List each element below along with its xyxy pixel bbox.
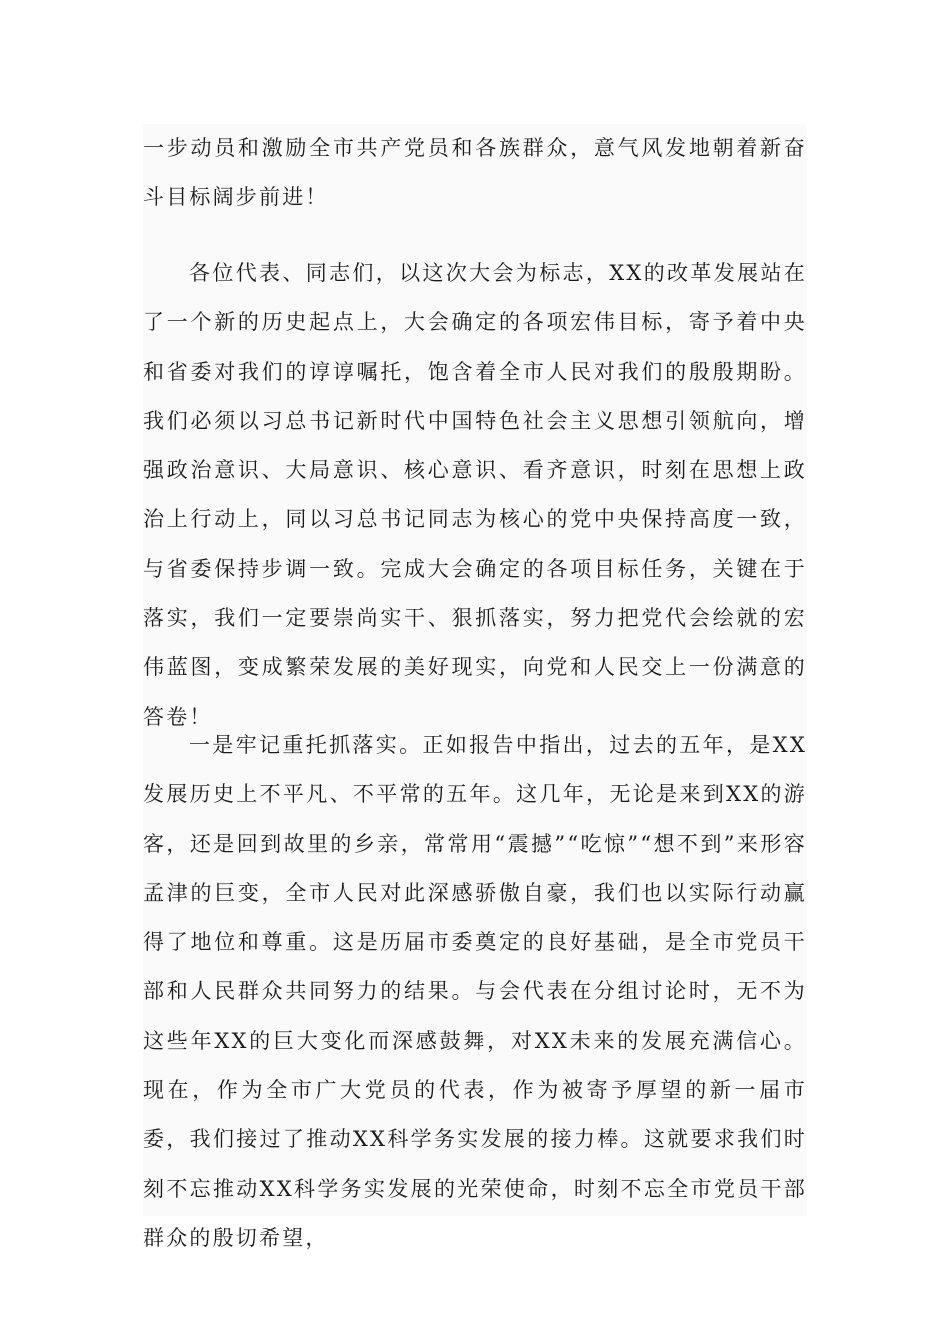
paragraph-point-one: 一是牢记重托抓落实。正如报告中指出，过去的五年，是XX发展历史上不平凡、不平常的五年。这几年，无论是来到XX的游客，还是回到故里的乡亲，常常用“震撼”“吃惊”“想不到”来形容孟津的巨变，全市人民对此深感骄傲自豪，我们也以实际行动赢得了地位和尊重。这是历届市委奠定的良好基础，是全市党员干部和人民群众共同努力的结果。与会代表在分组讨论时，无不为这些年XX的巨大变化而深感鼓舞，对XX未来的发展充满信心。现在，作为全市广大党员的代表，作为被寄予厚望的新一届市委，我们接过了推动XX科学务实发展的接力棒。这就要求我们时刻不忘推动XX科学务实发展的光荣使命，时刻不忘全市党员干部群众的殷切希望， bbox=[143, 733, 807, 1250]
paragraph-continuation: 一步动员和激励全市共产党员和各族群众，意气风发地朝着新奋斗目标阔步前进！ bbox=[143, 136, 807, 210]
paragraph-closing-remarks: 各位代表、同志们，以这次大会为标志，XX的改革发展站在了一个新的历史起点上，大会确定的各项宏伟目标，寄予着中央和省委对我们的谆谆嘱托，饱含着全市人民对我们的殷殷期盼。我们必须以习总书记新时代中国特色社会主义思想引领航向，增强政治意识、大局意识、核心意识、看齐意识，时刻在思想上政治上行动上，同以习总书记同志为核心的党中央保持高度一致，与省委保持步调一致。完成大会确定的各项目标任务，关键在于落实，我们一定要崇尚实干、狠抓落实，努力把党代会绘就的宏伟蓝图，变成繁荣发展的美好现实，向党和人民交上一份满意的答卷！ bbox=[143, 261, 807, 729]
document-text-area bbox=[143, 124, 807, 1250]
